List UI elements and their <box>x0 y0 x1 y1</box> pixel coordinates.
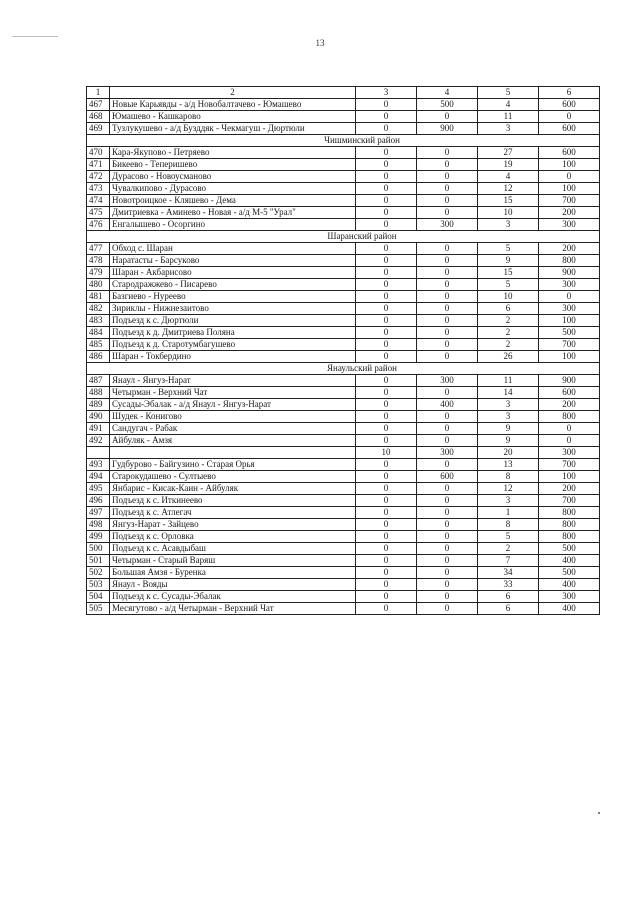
value-col-5: 33 <box>478 579 539 591</box>
table-row <box>87 387 600 399</box>
value-col-5: 10 <box>478 291 539 303</box>
road-name: Месягутово - а/д Четырман - Верхний Чат <box>110 603 356 615</box>
value-col-4: 0 <box>417 207 478 219</box>
row-number: 494 <box>87 471 110 483</box>
row-number: 477 <box>87 243 110 255</box>
value-col-3: 0 <box>356 171 417 183</box>
value-col-6: 700 <box>539 459 600 471</box>
value-col-3: 0 <box>356 531 417 543</box>
row-number: 482 <box>87 303 110 315</box>
column-header-5: 5 <box>478 87 539 99</box>
value-col-5: 5 <box>478 279 539 291</box>
row-number: 489 <box>87 399 110 411</box>
value-col-3: 0 <box>356 435 417 447</box>
value-col-6: 600 <box>539 147 600 159</box>
road-name: Гудбурово - Байгузино - Старая Орья <box>110 459 356 471</box>
value-col-6: 100 <box>539 183 600 195</box>
scan-mark <box>12 36 58 37</box>
road-name: Янбарис - Кисак-Каин - Айбуляк <box>110 483 356 495</box>
value-col-4: 0 <box>417 171 478 183</box>
row-number: 485 <box>87 339 110 351</box>
value-col-3: 0 <box>356 495 417 507</box>
value-col-5: 11 <box>478 111 539 123</box>
road-name: Обход с. Шаран <box>110 243 356 255</box>
table-row <box>87 327 600 339</box>
road-name: Сандугач - Рабак <box>110 423 356 435</box>
value-col-6: 100 <box>539 471 600 483</box>
table-row <box>87 447 600 459</box>
value-col-3: 0 <box>356 315 417 327</box>
value-col-4: 0 <box>417 567 478 579</box>
road-name: Янаул - Янгуз-Нарат <box>110 375 356 387</box>
row-number: 483 <box>87 315 110 327</box>
table-row <box>87 171 600 183</box>
value-col-4: 0 <box>417 243 478 255</box>
value-col-3: 0 <box>356 351 417 363</box>
table-row <box>87 183 600 195</box>
value-col-6: 400 <box>539 603 600 615</box>
row-number: 487 <box>87 375 110 387</box>
value-col-4: 0 <box>417 483 478 495</box>
district-name: Шаранский район <box>87 231 600 243</box>
table-row <box>87 591 600 603</box>
row-number: 479 <box>87 267 110 279</box>
value-col-3: 0 <box>356 543 417 555</box>
road-name: Подъезд к с. Атлегач <box>110 507 356 519</box>
table-row <box>87 99 600 111</box>
value-col-5: 8 <box>478 471 539 483</box>
value-col-3: 0 <box>356 423 417 435</box>
road-name: Янаул - Вояды <box>110 579 356 591</box>
value-col-5: 19 <box>478 159 539 171</box>
value-col-3: 0 <box>356 591 417 603</box>
road-name: Большая Амзя - Буренка <box>110 567 356 579</box>
row-number: 504 <box>87 591 110 603</box>
district-header-row <box>87 231 600 243</box>
value-col-6: 500 <box>539 543 600 555</box>
value-col-3: 0 <box>356 267 417 279</box>
value-col-3: 0 <box>356 579 417 591</box>
table-row <box>87 483 600 495</box>
value-col-4: 0 <box>417 555 478 567</box>
value-col-5: 34 <box>478 567 539 579</box>
road-name: Базгиево - Нуреево <box>110 291 356 303</box>
road-name: Дмитриевка - Аминево - Новая - а/д М-5 "Урал" <box>110 207 356 219</box>
value-col-6: 700 <box>539 339 600 351</box>
road-name: Стародражжево - Писарево <box>110 279 356 291</box>
table-row <box>87 435 600 447</box>
value-col-4: 0 <box>417 291 478 303</box>
value-col-5: 9 <box>478 255 539 267</box>
value-col-4: 0 <box>417 435 478 447</box>
district-header-row <box>87 135 600 147</box>
value-col-6: 300 <box>539 279 600 291</box>
row-number: 473 <box>87 183 110 195</box>
road-name: Шаран - Токбердино <box>110 351 356 363</box>
value-col-4: 0 <box>417 519 478 531</box>
road-name: Подъезд к с. Асавдыбаш <box>110 543 356 555</box>
road-name: Подъезд к с. Дюртюли <box>110 315 356 327</box>
row-number: 505 <box>87 603 110 615</box>
value-col-4: 0 <box>417 339 478 351</box>
value-col-5: 3 <box>478 411 539 423</box>
value-col-4: 0 <box>417 543 478 555</box>
table-row <box>87 195 600 207</box>
value-col-3: 0 <box>356 183 417 195</box>
table-row <box>87 111 600 123</box>
value-col-4: 0 <box>417 267 478 279</box>
table-row <box>87 555 600 567</box>
road-name: Кара-Якупово - Петряево <box>110 147 356 159</box>
district-name: Чишминский район <box>87 135 600 147</box>
table-row <box>87 243 600 255</box>
road-name: Подъезд к д. Старотумбагушево <box>110 339 356 351</box>
table-row <box>87 291 600 303</box>
row-number: 480 <box>87 279 110 291</box>
row-number: 475 <box>87 207 110 219</box>
table-row <box>87 339 600 351</box>
value-col-4: 0 <box>417 507 478 519</box>
value-col-6: 300 <box>539 447 600 459</box>
value-col-6: 0 <box>539 423 600 435</box>
scan-speck <box>598 812 600 814</box>
value-col-5: 11 <box>478 375 539 387</box>
value-col-5: 7 <box>478 555 539 567</box>
value-col-4: 0 <box>417 111 478 123</box>
value-col-3: 0 <box>356 375 417 387</box>
row-number: 498 <box>87 519 110 531</box>
value-col-4: 0 <box>417 411 478 423</box>
row-number: 496 <box>87 495 110 507</box>
table-row <box>87 267 600 279</box>
value-col-3: 0 <box>356 207 417 219</box>
value-col-5: 6 <box>478 591 539 603</box>
row-number: 478 <box>87 255 110 267</box>
table-row <box>87 123 600 135</box>
value-col-5: 2 <box>478 327 539 339</box>
value-col-4: 0 <box>417 495 478 507</box>
value-col-5: 6 <box>478 603 539 615</box>
column-header-3: 3 <box>356 87 417 99</box>
value-col-3: 0 <box>356 303 417 315</box>
table-row <box>87 159 600 171</box>
road-name: Новотроицкое - Кляшево - Дема <box>110 195 356 207</box>
value-col-3: 0 <box>356 243 417 255</box>
table-row <box>87 459 600 471</box>
value-col-5: 1 <box>478 507 539 519</box>
column-header-6: 6 <box>539 87 600 99</box>
value-col-4: 400 <box>417 399 478 411</box>
value-col-3: 0 <box>356 507 417 519</box>
value-col-4: 500 <box>417 99 478 111</box>
value-col-5: 14 <box>478 387 539 399</box>
value-col-5: 10 <box>478 207 539 219</box>
road-name: Старокудашево - Султыево <box>110 471 356 483</box>
value-col-4: 300 <box>417 375 478 387</box>
value-col-6: 500 <box>539 567 600 579</box>
value-col-3: 0 <box>356 255 417 267</box>
value-col-6: 100 <box>539 159 600 171</box>
table-row <box>87 519 600 531</box>
row-number: 488 <box>87 387 110 399</box>
value-col-4: 0 <box>417 183 478 195</box>
table-row <box>87 279 600 291</box>
column-header-2: 2 <box>110 87 356 99</box>
value-col-3: 0 <box>356 219 417 231</box>
value-col-6: 400 <box>539 555 600 567</box>
value-col-5: 12 <box>478 183 539 195</box>
table-row <box>87 207 600 219</box>
road-name: Подъезд к с. Орловка <box>110 531 356 543</box>
value-col-4: 900 <box>417 123 478 135</box>
row-number: 492 <box>87 435 110 447</box>
value-col-4: 0 <box>417 531 478 543</box>
road-name: Новые Карьявды - а/д Новобалтачево - Юмашево <box>110 99 356 111</box>
value-col-3: 0 <box>356 471 417 483</box>
value-col-3: 0 <box>356 411 417 423</box>
road-name: Шудек - Конигово <box>110 411 356 423</box>
table-body <box>87 87 600 615</box>
row-number: 490 <box>87 411 110 423</box>
value-col-6: 800 <box>539 255 600 267</box>
value-col-6: 200 <box>539 243 600 255</box>
table-row <box>87 423 600 435</box>
value-col-3: 0 <box>356 99 417 111</box>
value-col-6: 600 <box>539 387 600 399</box>
value-col-6: 900 <box>539 267 600 279</box>
table-row <box>87 579 600 591</box>
value-col-4: 0 <box>417 579 478 591</box>
value-col-5: 26 <box>478 351 539 363</box>
value-col-3: 0 <box>356 123 417 135</box>
road-name: Подъезд к д. Дмитриева Поляна <box>110 327 356 339</box>
value-col-4: 0 <box>417 279 478 291</box>
row-number: 500 <box>87 543 110 555</box>
value-col-5: 13 <box>478 459 539 471</box>
table-row <box>87 471 600 483</box>
value-col-6: 200 <box>539 399 600 411</box>
table-row <box>87 531 600 543</box>
value-col-5: 27 <box>478 147 539 159</box>
value-col-5: 15 <box>478 267 539 279</box>
value-col-6: 100 <box>539 315 600 327</box>
value-col-3: 0 <box>356 555 417 567</box>
value-col-5: 3 <box>478 399 539 411</box>
value-col-6: 800 <box>539 519 600 531</box>
value-col-4: 0 <box>417 303 478 315</box>
value-col-3: 0 <box>356 195 417 207</box>
value-col-6: 900 <box>539 375 600 387</box>
column-header-4: 4 <box>417 87 478 99</box>
row-number: 474 <box>87 195 110 207</box>
row-number: 476 <box>87 219 110 231</box>
row-number: 501 <box>87 555 110 567</box>
road-name: Сусады-Эбалак - а/д Янаул - Янгуз-Нарат <box>110 399 356 411</box>
value-col-4: 0 <box>417 423 478 435</box>
table-row <box>87 399 600 411</box>
district-header-row <box>87 363 600 375</box>
row-number: 503 <box>87 579 110 591</box>
value-col-5: 4 <box>478 171 539 183</box>
row-number: 495 <box>87 483 110 495</box>
value-col-6: 700 <box>539 495 600 507</box>
value-col-5: 9 <box>478 435 539 447</box>
value-col-5: 4 <box>478 99 539 111</box>
road-name: Четырман - Верхний Чат <box>110 387 356 399</box>
value-col-3: 0 <box>356 399 417 411</box>
value-col-6: 400 <box>539 579 600 591</box>
value-col-4: 0 <box>417 195 478 207</box>
value-col-4: 0 <box>417 255 478 267</box>
value-col-6: 0 <box>539 111 600 123</box>
value-col-3: 0 <box>356 483 417 495</box>
road-name: Подъезд к с. Сусады-Эбалак <box>110 591 356 603</box>
value-col-5: 5 <box>478 531 539 543</box>
table-row <box>87 375 600 387</box>
value-col-3: 0 <box>356 339 417 351</box>
value-col-6: 300 <box>539 303 600 315</box>
value-col-6: 800 <box>539 531 600 543</box>
road-name: Наратасты - Барсуково <box>110 255 356 267</box>
district-name: Янаульский район <box>87 363 600 375</box>
value-col-5: 9 <box>478 423 539 435</box>
value-col-5: 15 <box>478 195 539 207</box>
value-col-5: 2 <box>478 543 539 555</box>
value-col-4: 300 <box>417 447 478 459</box>
value-col-3: 0 <box>356 147 417 159</box>
row-number: 471 <box>87 159 110 171</box>
value-col-4: 300 <box>417 219 478 231</box>
value-col-3: 0 <box>356 327 417 339</box>
table-row <box>87 495 600 507</box>
value-col-4: 0 <box>417 387 478 399</box>
row-number: 468 <box>87 111 110 123</box>
road-name: Дурасово - Новоусманово <box>110 171 356 183</box>
value-col-3: 0 <box>356 279 417 291</box>
road-name: Зириклы - Нижнезаитово <box>110 303 356 315</box>
value-col-4: 0 <box>417 351 478 363</box>
value-col-6: 500 <box>539 327 600 339</box>
table-row <box>87 603 600 615</box>
table-row <box>87 219 600 231</box>
table-row <box>87 351 600 363</box>
table-row <box>87 303 600 315</box>
value-col-5: 3 <box>478 495 539 507</box>
value-col-4: 0 <box>417 327 478 339</box>
value-col-6: 300 <box>539 219 600 231</box>
value-col-5: 5 <box>478 243 539 255</box>
road-register-table <box>86 86 600 615</box>
value-col-4: 0 <box>417 315 478 327</box>
value-col-6: 800 <box>539 411 600 423</box>
value-col-4: 600 <box>417 471 478 483</box>
road-name: Чувалкипово - Дурасово <box>110 183 356 195</box>
value-col-5: 20 <box>478 447 539 459</box>
row-number <box>87 447 110 459</box>
value-col-6: 600 <box>539 99 600 111</box>
row-number: 491 <box>87 423 110 435</box>
value-col-4: 0 <box>417 147 478 159</box>
value-col-5: 2 <box>478 315 539 327</box>
table-row <box>87 411 600 423</box>
road-name: Подъезд к с. Иткинеево <box>110 495 356 507</box>
value-col-5: 6 <box>478 303 539 315</box>
value-col-3: 0 <box>356 387 417 399</box>
road-name: Енгалышево - Осоргино <box>110 219 356 231</box>
value-col-5: 12 <box>478 483 539 495</box>
value-col-3: 0 <box>356 603 417 615</box>
road-name: Бикеево - Теперишево <box>110 159 356 171</box>
table-row <box>87 315 600 327</box>
road-name: Юмашево - Кашкарово <box>110 111 356 123</box>
road-name <box>110 447 356 459</box>
value-col-3: 0 <box>356 159 417 171</box>
road-name: Янгуз-Нарат - Зайцево <box>110 519 356 531</box>
row-number: 481 <box>87 291 110 303</box>
value-col-3: 0 <box>356 291 417 303</box>
table-row <box>87 567 600 579</box>
table-row <box>87 255 600 267</box>
row-number: 499 <box>87 531 110 543</box>
value-col-6: 600 <box>539 123 600 135</box>
road-name: Айбуляк - Амзя <box>110 435 356 447</box>
value-col-4: 0 <box>417 603 478 615</box>
page-number: 13 <box>315 38 325 48</box>
row-number: 470 <box>87 147 110 159</box>
header-row <box>87 87 600 99</box>
value-col-3: 0 <box>356 459 417 471</box>
value-col-3: 0 <box>356 567 417 579</box>
value-col-6: 0 <box>539 291 600 303</box>
value-col-3: 0 <box>356 519 417 531</box>
row-number: 472 <box>87 171 110 183</box>
value-col-6: 100 <box>539 351 600 363</box>
value-col-5: 8 <box>478 519 539 531</box>
road-name: Четырман - Старый Варяш <box>110 555 356 567</box>
table-row <box>87 543 600 555</box>
table-row <box>87 147 600 159</box>
row-number: 484 <box>87 327 110 339</box>
road-name: Тузлукушево - а/д Бузддяк - Чекмагуш - Дюртюли <box>110 123 356 135</box>
value-col-6: 0 <box>539 171 600 183</box>
value-col-6: 700 <box>539 195 600 207</box>
value-col-5: 3 <box>478 219 539 231</box>
value-col-4: 0 <box>417 591 478 603</box>
value-col-6: 200 <box>539 483 600 495</box>
value-col-3: 10 <box>356 447 417 459</box>
column-header-1: 1 <box>87 87 110 99</box>
value-col-4: 0 <box>417 159 478 171</box>
row-number: 502 <box>87 567 110 579</box>
row-number: 493 <box>87 459 110 471</box>
value-col-6: 0 <box>539 435 600 447</box>
row-number: 497 <box>87 507 110 519</box>
value-col-5: 2 <box>478 339 539 351</box>
value-col-4: 0 <box>417 459 478 471</box>
value-col-5: 3 <box>478 123 539 135</box>
road-name: Шаран - Акбарисово <box>110 267 356 279</box>
value-col-6: 300 <box>539 591 600 603</box>
value-col-3: 0 <box>356 111 417 123</box>
table-row <box>87 507 600 519</box>
row-number: 486 <box>87 351 110 363</box>
row-number: 467 <box>87 99 110 111</box>
value-col-6: 800 <box>539 507 600 519</box>
value-col-6: 200 <box>539 207 600 219</box>
row-number: 469 <box>87 123 110 135</box>
